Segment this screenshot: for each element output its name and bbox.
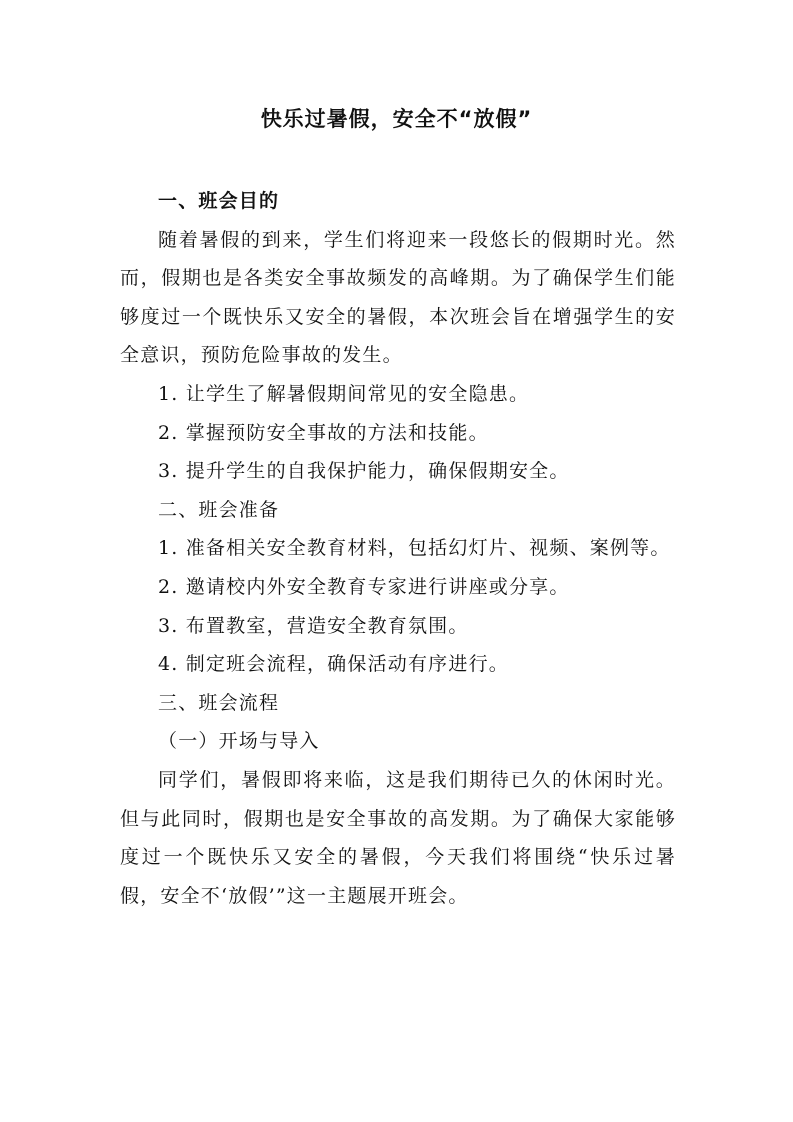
preparation-item-1: 1. 准备相关安全教育材料，包括幻灯片、视频、案例等。	[158, 537, 671, 560]
purpose-item-3: 3. 提升学生的自我保护能力，确保假期安全。	[158, 460, 570, 483]
process-subheading-opening: （一）开场与导入	[158, 730, 320, 753]
preparation-item-4: 4. 制定班会流程，确保活动有序进行。	[158, 653, 509, 676]
section-heading-purpose: 一、班会目的	[158, 190, 280, 212]
purpose-item-1: 1. 让学生了解暑假期间常见的安全隐患。	[158, 382, 530, 405]
preparation-item-2: 2. 邀请校内外安全教育专家进行讲座或分享。	[158, 575, 570, 598]
purpose-paragraph: 随着暑假的到来，学生们将迎来一段悠长的假期时光。然而，假期也是各类安全事故频发的高峰期。为了确保学生们能够度过一个既快乐又安全的暑假，本次班会旨在增强学生的安全意识，预防危险事故的发生。	[120, 228, 676, 367]
document-title: 快乐过暑假，安全不“放假”	[260, 107, 533, 131]
section-heading-process: 三、班会流程	[158, 691, 280, 714]
preparation-item-3: 3. 布置教室，营造安全教育氛围。	[158, 614, 469, 637]
section-heading-preparation: 二、班会准备	[158, 498, 280, 521]
purpose-item-2: 2. 掌握预防安全事故的方法和技能。	[158, 421, 489, 444]
document-body	[120, 182, 676, 915]
opening-paragraph: 同学们，暑假即将来临，这是我们期待已久的休闲时光。但与此同时，假期也是安全事故的高发期。为了确保大家能够度过一个既快乐又安全的暑假，今天我们将围绕“快乐过暑假，安全不‘放假’”这一主题展开班会。	[120, 768, 676, 907]
